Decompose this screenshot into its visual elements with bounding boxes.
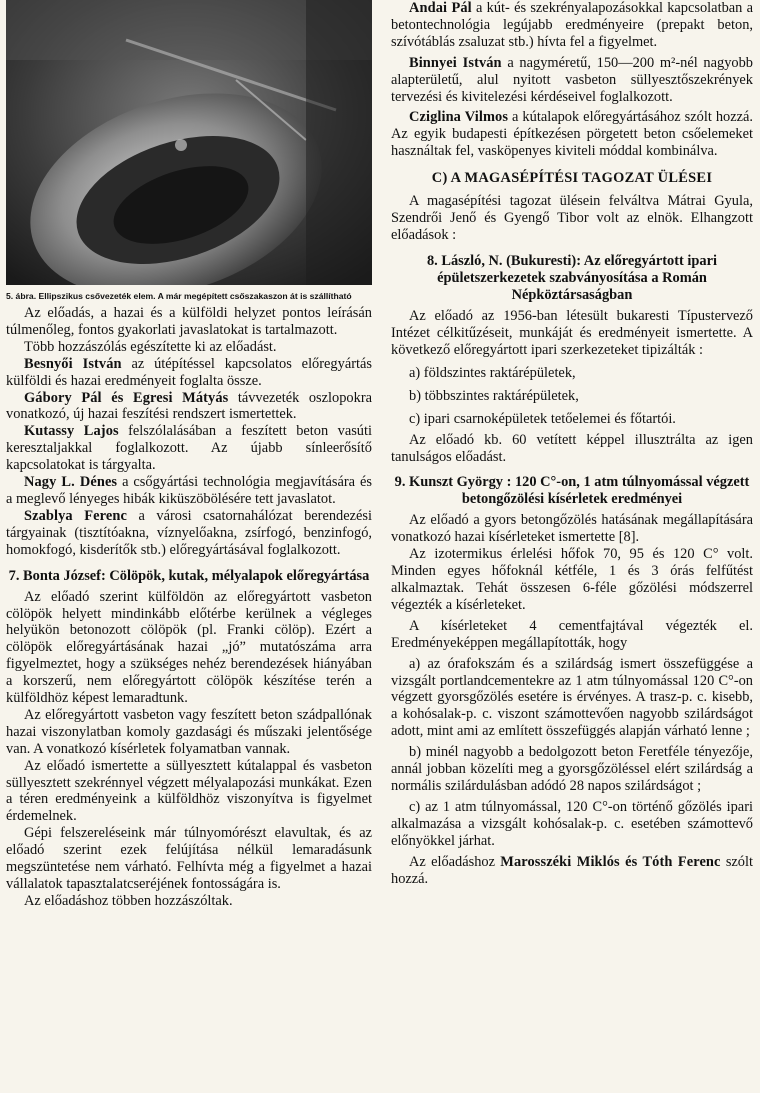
person-name: Andai Pál	[409, 0, 472, 16]
paragraph: Szablya Ferenc a városi csatornahálózat berendezési tárgyainak (tisztítóakna, víznyelőakna, zsírfogó, benzinfogó, homokfogó, kisderítők stb.) előregyártásával foglalkozott.	[6, 507, 372, 558]
figure-caption: 5. ábra. Ellipszikus csővezeték elem. A már megépített csőszakaszon át is szállítható	[6, 291, 352, 301]
person-name: Cziglina Vilmos	[409, 109, 509, 126]
paragraph: b) minél nagyobb a bedolgozott beton Feretféle tényezője, annál jobban közelíti meg a gyorsgőzöléssel elért szilárdság a normális szilárdulásban adódó 28 napos szilárdságot ;	[391, 744, 753, 794]
person-name: Marosszéki Miklós és Tóth Ferenc	[500, 853, 721, 870]
paragraph: Gábory Pál és Egresi Mátyás távvezeték oszlopokra vonatkozó, új hazai feszítési rendszert ismertettek.	[6, 389, 372, 423]
person-name: Kutassy Lajos	[24, 423, 119, 440]
paragraph: Az előadó szerint külföldön az előregyártott vasbeton cölöpök helyett mindinkább előtérbe kerülnek a végleges helyükön betonozott cölöpök (pl. Franki cölöp). Ezért a cölöpök előregyártásának hazai „jó” mutatószáma arra figyelmeztet, hogy a szükséges nehéz berendezések hiányában a korszerű, nem előregyártott cölöpök készítése terén a külföldhöz képest lemaradtunk.	[6, 588, 372, 707]
left-column	[6, 0, 372, 910]
paragraph: Az izotermikus érlelési hőfok 70, 95 és 120 C° volt. Minden egyes hőfoknál kétféle, 1 és 3 órás felfűtést alkalmaztak. Tehát összesen 6-féle gőzölési módszerrel végezték a kísérleteket.	[391, 546, 753, 613]
person-name: Nagy L. Dénes	[24, 474, 118, 491]
paragraph: Az előadáshoz Marosszéki Miklós és Tóth Ferenc szólt hozzá.	[391, 853, 754, 887]
section-heading: 8. László, N. (Bukuresti): Az előregyártott ipari épületszerkezetek szabványosítása a Román Népköztársaságban	[426, 252, 718, 303]
paragraph: Gépi felszereléseink már túlnyomórészt elavultak, és az előadó szerint ezek felújítása nélkül lemaradásunk megszüntetése nem várható. Felhívta még a figyelmet a hazai vállalatok tapasztalatcseréjének fontosságára is.	[6, 825, 372, 892]
figure-photo	[6, 0, 372, 285]
paragraph: A magasépítési tagozat ülésein felváltva Mátrai Gyula, Szendrői Jenő és Gyengő Tibor volt az elnök. Elhangzott előadások :	[391, 193, 753, 243]
paragraph: A kísérleteket 4 cementfajtával végezték el. Eredményeképpen megállapították, hogy	[391, 617, 753, 651]
section-heading: 9. Kunszt György : 120 C°-on, 1 atm túlnyomással végzett betongőzölési kísérletek eredményei	[394, 474, 750, 508]
person-name: Binnyei István	[409, 54, 502, 71]
right-column	[391, 0, 753, 887]
elliptical-pipe-image	[6, 0, 372, 285]
paragraph: Besnyői István az útépítéssel kapcsolatos előregyártás külföldi és hazai eredményeit foglalta össze.	[6, 355, 372, 389]
paragraph: Az előadó a gyors betongőzölés hatásának megállapítására vonatkozó hazai kísérleteket ismertette [8].	[391, 512, 753, 546]
paragraph: Több hozzászólás egészítette ki az előadást.	[24, 338, 277, 355]
paragraph: Az előregyártott vasbeton vagy feszített beton szádpallónak hazai viszonylatban komoly gazdasági és műszaki jelentősége van. A vonatkozó kísérletek folyamatban vannak.	[6, 706, 372, 757]
tagozat-heading: C) A MAGASÉPÍTÉSI TAGOZAT ÜLÉSEI	[431, 170, 713, 187]
person-name: Besnyői István	[24, 355, 122, 372]
paragraph: Az előadó ismertette a süllyesztett kútalappal és vasbeton süllyesztett szekrénnyel végzett mélyalapozási munkákat. Ezen a téren eredményeink a külföldhöz viszonyítva is figyelmet érdemelnek.	[6, 757, 372, 825]
person-name: Szablya Ferenc	[24, 507, 127, 524]
paragraph: Az előadó az 1956-ban létesült bukaresti Típustervező Intézet célkitűzéseit, munkáját és eredményeit ismertette. A következő előregyártott ipari szerkezeteket tipizálták :	[391, 307, 753, 358]
paragraph: Nagy L. Dénes a csőgyártási technológia megjavítására és a meglevő lényeges hibák kiküszöbölésére tett javaslatot.	[6, 474, 372, 507]
paragraph: Andai Pál a kút- és szekrényalapozásokkal kapcsolatban a betontechnológia legújabb eredményeire (prepakt beton, szívótáblás zsaluzat stb.) hívta fel a figyelmet.	[391, 0, 753, 50]
paragraph: Kutassy Lajos felszólalásában a feszített beton vasúti keresztaljakkal foglalkozott. Az újabb sínleerősítő kapcsolatokat is tárgyalta.	[6, 423, 372, 474]
paragraph: Cziglina Vilmos a kútalapok előregyártásához szólt hozzá. Az egyik budapesti építkezésen pörgetett beton csőelemeket használtak fel, vasköpenyes kiviteli móddal kombinálva.	[391, 109, 753, 160]
paragraph: Az előadás, a hazai és a külföldi helyzet pontos leírásán túlmenőleg, fontos gyakorlati javaslatokat is tartalmazott.	[6, 305, 372, 338]
paragraph: c) az 1 atm túlnyomással, 120 C°-on történő gőzölés ipari alkalmazása a vizsgált kohósalak-p. c. esetében számottevő előnyökkel járhat.	[391, 798, 753, 849]
person-name: Gábory Pál és Egresi Mátyás	[24, 389, 229, 406]
paragraph: Az előadáshoz többen hozzászóltak.	[24, 892, 233, 909]
list-item: c) ipari csarnoképületek tetőelemei és főtartói.	[409, 410, 676, 427]
paragraph: a) az órafokszám és a szilárdság ismert összefüggése a vizsgált portlandcementekre az 1 atm túlnyomással 120 C°-on végzett gyorsgőzölés esetére is érvényes. A trasz-p. c. kisebb, a kohósalak-p. c. viszont számottevően nagyobb szilárdságot adott, mint ami az említett összefüggés alapján várható lenne ;	[391, 655, 753, 740]
list-item: a) földszintes raktárépületek,	[409, 364, 576, 381]
paragraph: Az előadó kb. 60 vetített képpel illusztrálta az igen tanulságos előadást.	[391, 431, 753, 465]
list-item: b) többszintes raktárépületek,	[409, 387, 579, 404]
section-heading: 7. Bonta József: Cölöpök, kutak, mélyalapok előregyártása	[8, 567, 370, 584]
paragraph: Binnyei István a nagyméretű, 150—200 m²-nél nagyobb alapterületű, alul nyitott vasbeton süllyesztőszekrények tervezési és kivitelezési kérdéseivel foglalkozott.	[391, 54, 753, 105]
